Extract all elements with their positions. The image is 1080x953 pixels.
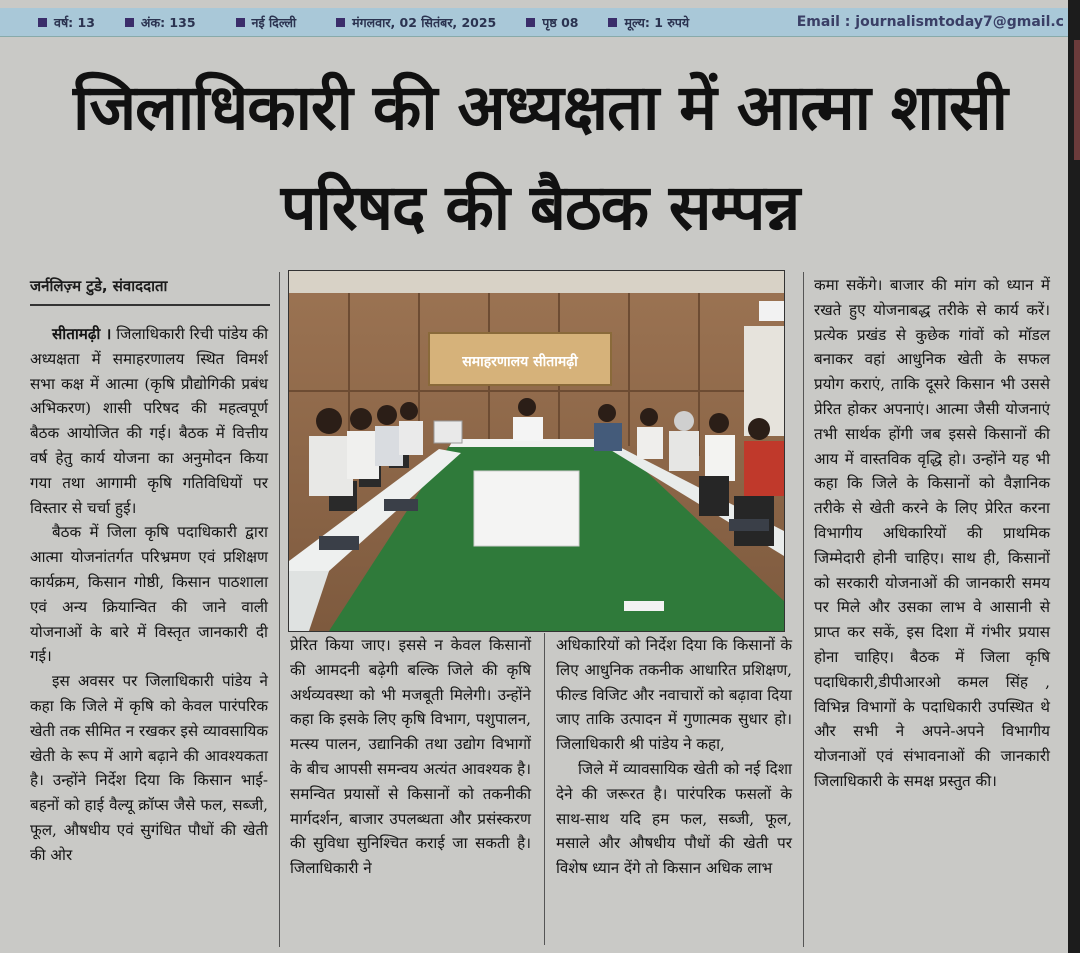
bullet-square-icon xyxy=(38,18,47,27)
article-paragraph: इस अवसर पर जिलाधिकारी पांडेय ने कहा कि जिले में कृषि को केवल पारंपरिक खेती तक सीमित न रखकर इसे व्यावसायिक खेती के रूप में आगे बढ़ाने की आवश्यकता है। उन्होंने निर्देश दिया कि किसान भाई-बहनों को हाई वैल्यू क्रॉप्स जैसे फल, सब्जी, फूल, औषधीय एवं सुगंधित पौधों की खेती की ओर xyxy=(30,672,268,864)
masthead-date: मंगलवार, 02 सितंबर, 2025 xyxy=(336,14,496,31)
masthead-strip xyxy=(0,8,1068,37)
byline: जर्नलिज़्म टुडे, संवाददाता xyxy=(30,276,270,306)
article-column-2 xyxy=(290,633,531,881)
masthead-email[interactable]: Email : journalismtoday7@gmail.c xyxy=(796,14,1064,30)
article-headline: जिलाधिकारी की अध्यक्षता में आत्मा शासी परिषद की बैठक सम्पन्न xyxy=(73,71,1007,244)
bullet-square-icon xyxy=(526,18,535,27)
article-column-3 xyxy=(556,633,792,881)
column-rule xyxy=(544,633,545,945)
column-rule xyxy=(279,272,280,947)
bullet-square-icon xyxy=(336,18,345,27)
bullet-square-icon xyxy=(608,18,617,27)
article-paragraph: कमा सकेंगे। बाजार की मांग को ध्यान में रखते हुए योजनाबद्ध तरीके से कार्य करें। प्रत्येक प्रखंड से कुछेक गांवों को मॉडल बनाकर वहां आधुनिक खेती के सफल प्रयोग कराएं, ताकि दूसरे किसान भी उससे प्रेरित होकर अपनाएं। आत्मा जैसी योजनाएं तभी सार्थक होंगी जब इससे किसानों की आय में वास्तविक वृद्धि हो। उन्होंने यह भी कहा कि जिले के किसानों को वैज्ञानिक तरीके से खेती करने के लिए प्रेरित करना विभागीय अधिकारियों की प्राथमिक जिम्मेदारी होनी चाहिए। साथ ही, किसानों को सरकारी योजनाओं की जानकारी समय पर मिले और उसका लाभ वे आसानी से प्राप्त कर सकें, इस दिशा में गंभीर प्रयास होना चाहिए। बैठक में जिला कृषि पदाधिकारी,डीपीआरओ कमल सिंह , विभिन्न विभागों के पदाधिकारी उपस्थित थे और सभी ने अपने-अपने विभागीय योजनाओं एवं संभावनाओं की जानकारी जिलाधिकारी के समक्ष प्रस्तुत की। xyxy=(814,276,1050,790)
dateline: सीतामढ़ी । xyxy=(52,325,112,343)
bullet-square-icon xyxy=(236,18,245,27)
article-paragraph: बैठक में जिला कृषि पदाधिकारी द्वारा आत्मा योजनांतर्गत परिभ्रमण एवं प्रशिक्षण कार्यक्रम, किसान गोष्ठी, किसान पाठशाला एवं अन्य क्रियान्वित की जाने वाली योजनाओं के बारे में विस्तृत जानकारी दी गई। xyxy=(30,523,268,666)
masthead-issue: अंक: 135 xyxy=(125,14,196,31)
sign-text: समाहरणालय सीतामढ़ी xyxy=(462,354,578,370)
meeting-photo xyxy=(288,270,785,632)
article-column-1 xyxy=(30,322,268,868)
column-rule xyxy=(803,272,804,947)
masthead-price: मूल्य: 1 रुपये xyxy=(608,14,689,31)
page-edge-accent xyxy=(1074,40,1080,160)
article-paragraph: सीतामढ़ी । जिलाधिकारी रिची पांडेय की अध्यक्षता में समाहरणालय स्थित विमर्श सभा कक्ष में आत्मा (कृषि प्रौद्योगिकी प्रबंध अभिकरण) शासी परिषद की महत्वपूर्ण बैठक आयोजित की गई। बैठक में वित्तीय वर्ष हेतु कार्य योजना का अनुमोदन किया गया तथा आगामी कृषि गतिविधियों पर विस्तार से चर्चा हुई। xyxy=(30,325,269,517)
bullet-square-icon xyxy=(125,18,134,27)
article-column-4 xyxy=(814,273,1050,794)
article-paragraph: प्रेरित किया जाए। इससे न केवल किसानों की आमदनी बढ़ेगी बल्कि जिले की कृषि अर्थव्यवस्था को भी मजबूती मिलेगी। उन्होंने कहा कि इसके लिए कृषि विभाग, पशुपालन, मत्स्य पालन, उद्यानिकी तथा उद्योग विभागों के बीच आपसी समन्वय अत्यंत आवश्यक है। समन्वित प्रयासों से किसानों को तकनीकी मार्गदर्शन, बाजार उपलब्धता और प्रसंस्करण की सुविधा सुनिश्चित कराई जा सकती है। जिलाधिकारी ने xyxy=(290,636,531,878)
article-paragraph: अधिकारियों को निर्देश दिया कि किसानों के लिए आधुनिक तकनीक आधारित प्रशिक्षण, फील्ड विजिट और नवाचारों को बढ़ावा दिया जाए ताकि उत्पादन में गुणात्मक सुधार हो। जिलाधिकारी श्री पांडेय ने कहा, xyxy=(556,636,792,754)
masthead-city: नई दिल्ली xyxy=(236,14,297,31)
article-paragraph: जिले में व्यावसायिक खेती को नई दिशा देने की जरूरत है। पारंपरिक फसलों के साथ-साथ यदि हम फल, सब्जी, फूल, मसाले और औषधीय पौधों की खेती पर विशेष ध्यान देंगे तो किसान अधिक लाभ xyxy=(556,759,792,878)
masthead-year: वर्ष: 13 xyxy=(38,14,95,31)
masthead-page: पृष्ठ 08 xyxy=(526,14,578,31)
